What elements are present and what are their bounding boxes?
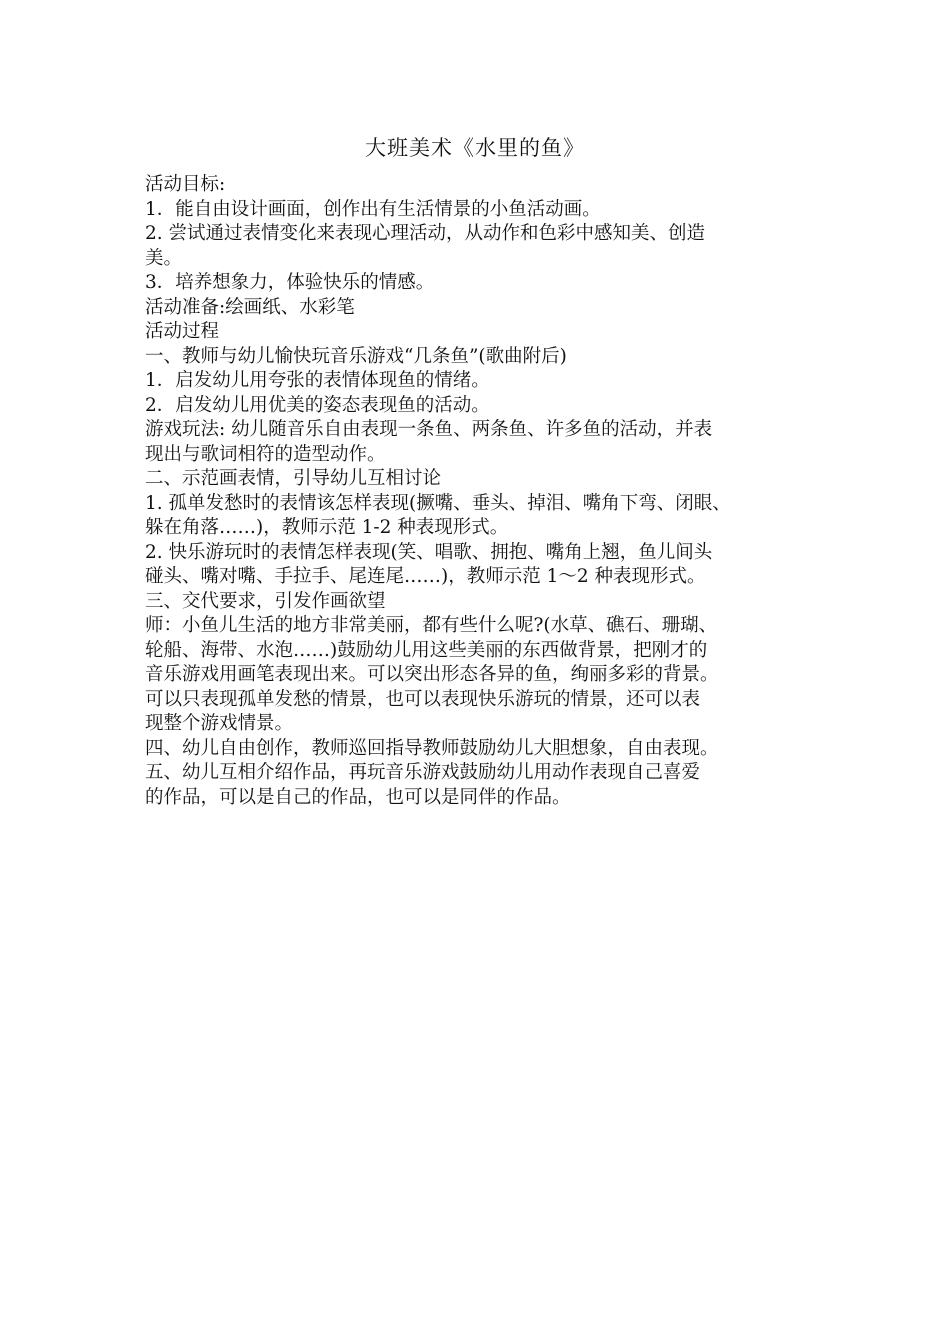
text-line: 美。 — [145, 247, 183, 269]
text-line: 1．能自由设计画面，创作出有生活情景的小鱼活动画。 — [145, 198, 601, 220]
text-line: 师：小鱼儿生活的地方非常美丽，都有些什么呢?(水草、礁石、珊瑚、 — [145, 615, 718, 636]
text-line: 1．启发幼儿用夸张的表情体现鱼的情绪。 — [145, 370, 490, 391]
text-line: 3．培养想象力，体验快乐的情感。 — [145, 272, 435, 293]
text-line: 1. 孤单发愁时的表情该怎样表现(撅嘴、垂头、掉泪、嘴角下弯、闭眼、 — [145, 492, 731, 514]
text-line: 现整个游戏情景。 — [145, 713, 294, 734]
document-body — [145, 173, 820, 810]
text-line: 四、幼儿自由创作，教师巡回指导教师鼓励幼儿大胆想象，自由表现。 — [145, 737, 719, 759]
text-line: 2. 快乐游玩时的表情怎样表现(笑、唱歌、拥抱、嘴角上翘，鱼儿间头 — [145, 541, 713, 563]
text-line: 二、示范画表情，引导幼儿互相讨论 — [145, 468, 442, 489]
text-line: 活动准备:绘画纸、水彩笔 — [145, 296, 355, 318]
text-line: 五、幼儿互相介绍作品，再玩音乐游戏鼓励幼儿用动作表现自己喜爱 — [145, 762, 701, 783]
text-line: 碰头、嘴对嘴、手拉手、尾连尾……)，教师示范 1～2 种表现形式。 — [145, 566, 706, 587]
text-line: 活动目标: — [145, 174, 226, 195]
document-title: 大班美术《水里的鱼》 — [365, 136, 585, 160]
text-line: 可以只表现孤单发愁的情景，也可以表现快乐游玩的情景，还可以表 — [145, 688, 701, 710]
text-line: 现出与歌词相符的造型动作。 — [145, 443, 386, 465]
text-line: 2. 尝试通过表情变化来表现心理活动，从动作和色彩中感知美、创造 — [145, 223, 706, 244]
text-line: 躲在角落……)，教师示范 1-2 种表现形式。 — [145, 517, 509, 538]
text-line: 游戏玩法: 幼儿随音乐自由表现一条鱼、两条鱼、许多鱼的活动，并表 — [145, 419, 713, 440]
text-line: 音乐游戏用画笔表现出来。可以突出形态各异的鱼，绚丽多彩的背景。 — [145, 664, 719, 685]
text-line: 一、教师与幼儿愉快玩音乐游戏“几条鱼”(歌曲附后) — [145, 345, 567, 367]
text-line: 轮船、海带、水泡……)鼓励幼儿用这些美丽的东西做背景，把刚才的 — [145, 639, 708, 661]
text-line: 的作品，可以是自己的作品，也可以是同伴的作品。 — [145, 786, 571, 808]
text-line: 三、交代要求，引发作画欲望 — [145, 590, 386, 612]
text-line: 2．启发幼儿用优美的姿态表现鱼的活动。 — [145, 394, 490, 416]
text-line: 活动过程 — [145, 321, 220, 342]
